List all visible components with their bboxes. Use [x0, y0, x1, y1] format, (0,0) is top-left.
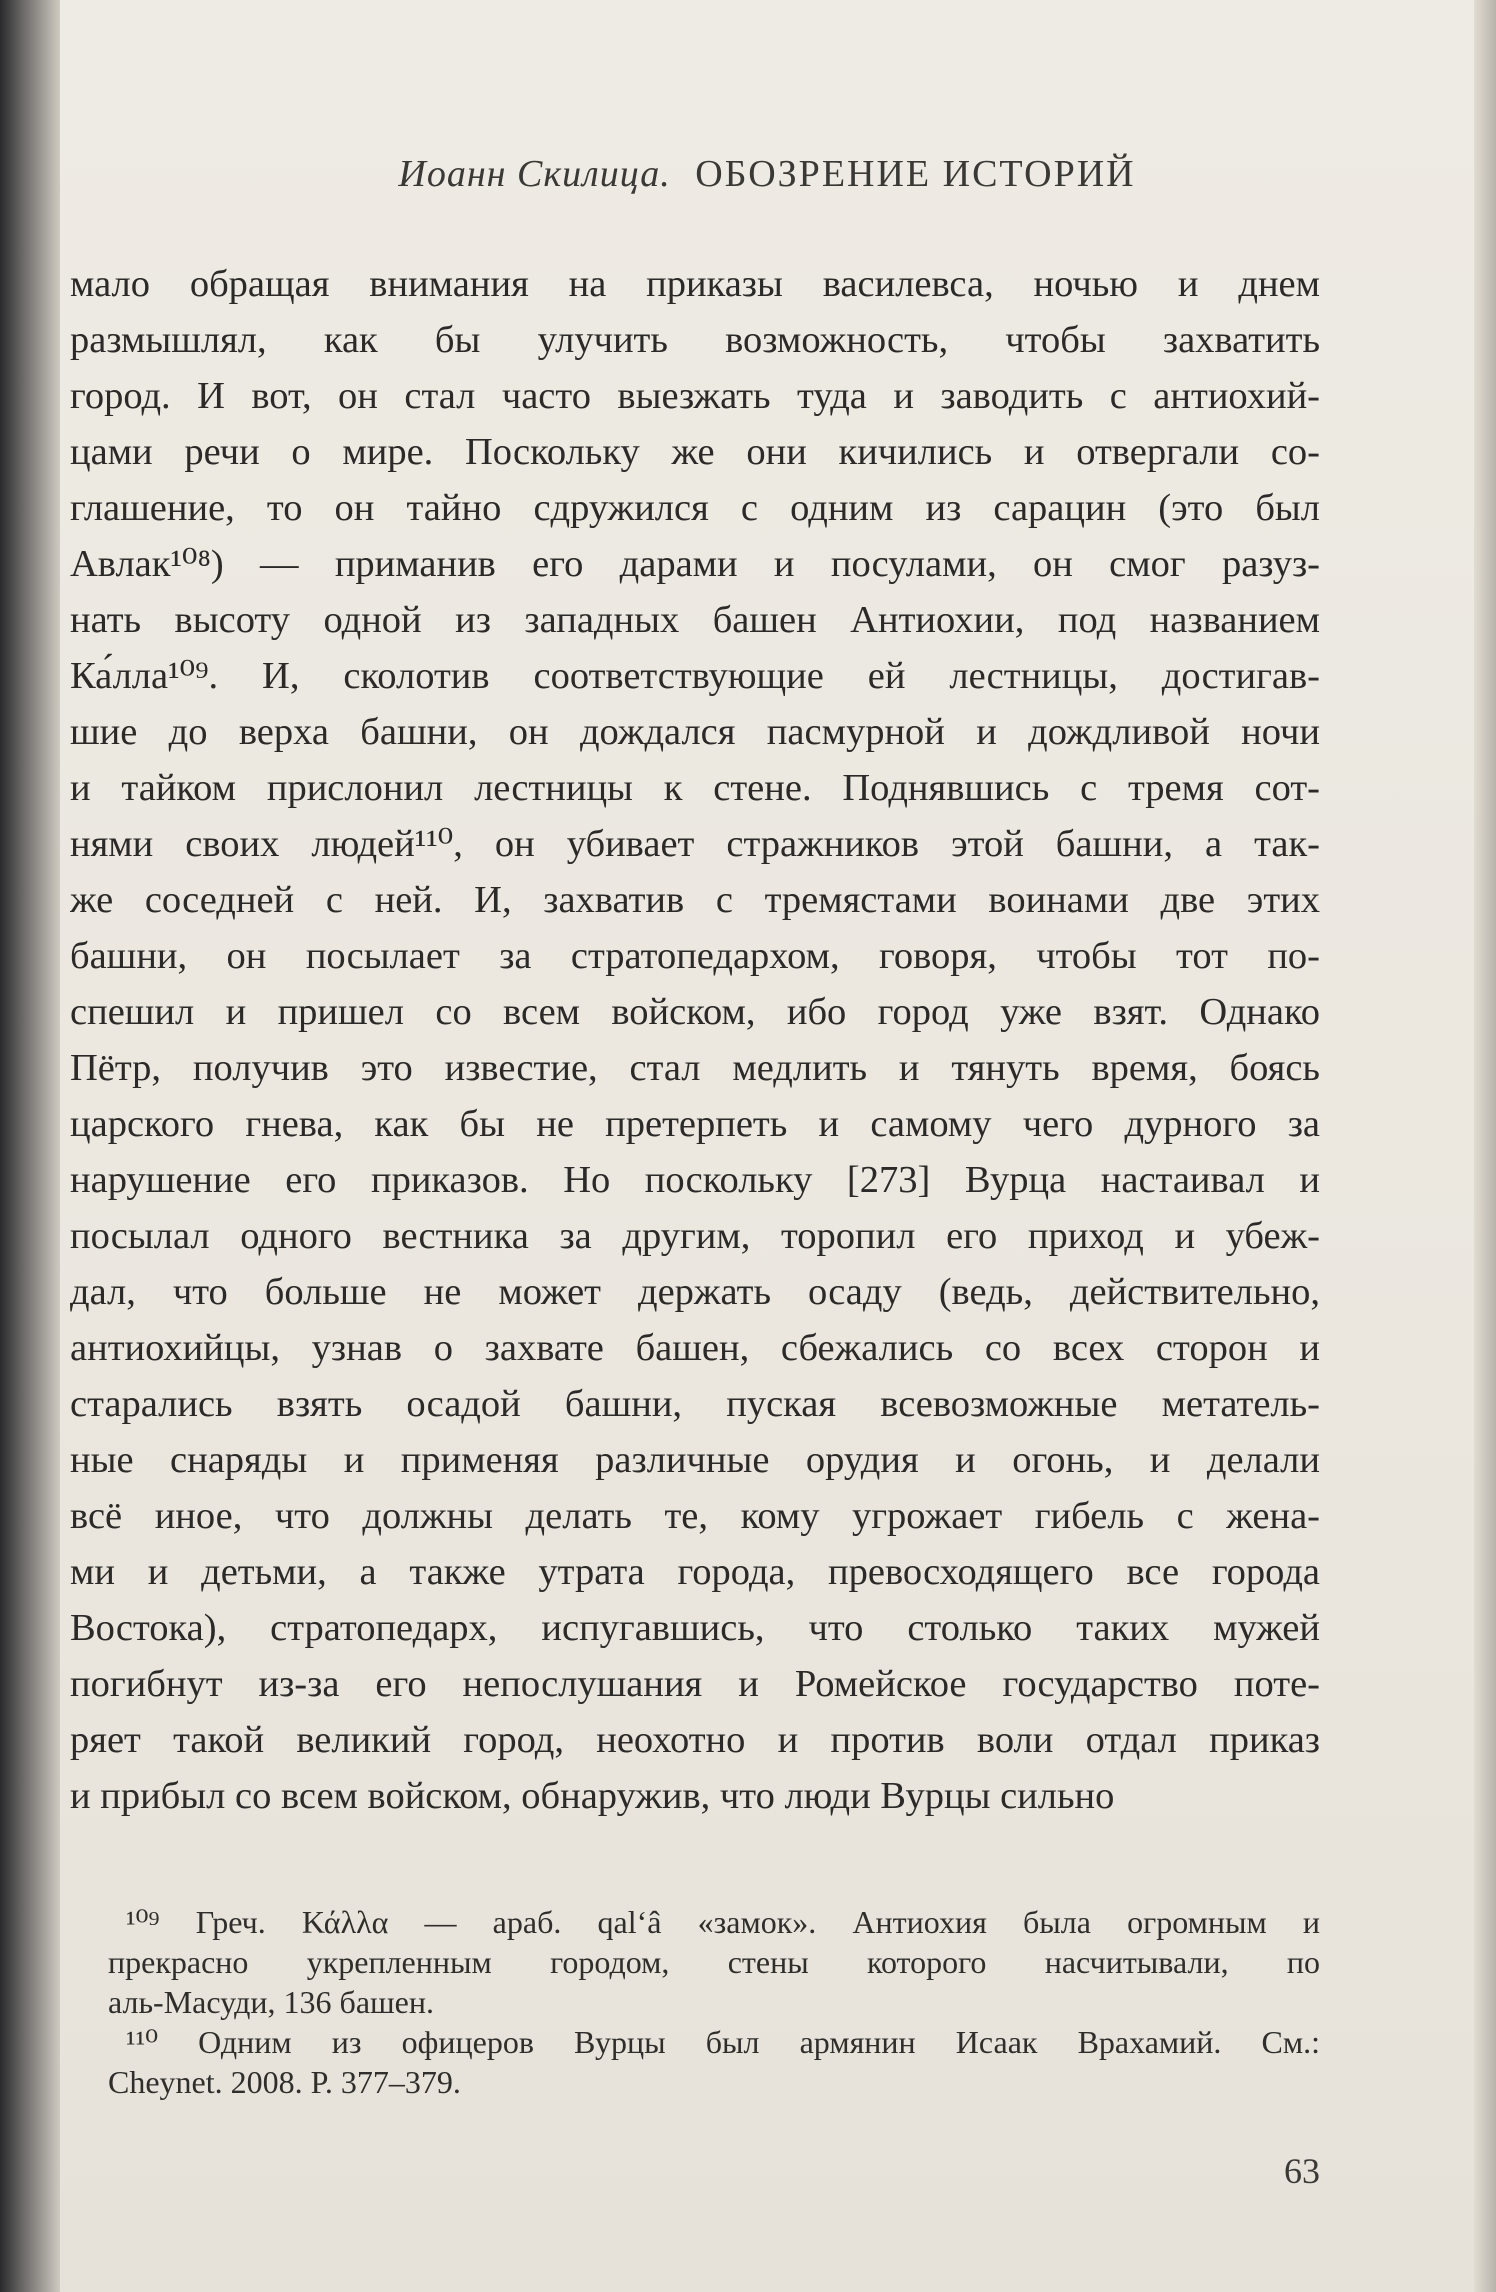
footnote-109-line: прекрасно укрепленным городом, стены которого насчитывали, по: [108, 1944, 1320, 1980]
text-line: Востока), стратопедарх, испугавшись, что столько таких мужей: [70, 1607, 1320, 1649]
text-line: глашение, то он тайно сдружился с одним из сарацин (это был: [70, 487, 1320, 529]
text-line: Авлак¹⁰⁸) — приманив его дарами и посулами, он смог разуз-: [70, 543, 1320, 585]
text-line: ми и детьми, а также утрата города, превосходящего все города: [70, 1551, 1320, 1593]
text-line: нать высоту одной из западных башен Антиохии, под названием: [70, 599, 1320, 641]
text-line: Пётр, получив это известие, стал медлить и тянуть время, боясь: [70, 1047, 1320, 1089]
main-text: [70, 256, 1320, 1824]
text-line: же соседней с ней. И, захватив с тремястами воинами две этих: [70, 879, 1320, 921]
text-line: ные снаряды и применяя различные орудия и огонь, и делали: [70, 1439, 1320, 1481]
text-line: ряет такой великий город, неохотно и против воли отдал приказ: [70, 1719, 1320, 1761]
text-line: Ка́лла¹⁰⁹. И, сколотив соответствующие ей лестницы, достигав-: [70, 655, 1320, 697]
text-line: и прибыл со всем войском, обнаружив, что люди Вурцы сильно: [70, 1775, 1115, 1817]
text-line: старались взять осадой башни, пуская всевозможные метатель-: [70, 1383, 1320, 1425]
text-line: башни, он посылает за стратопедархом, говоря, чтобы тот по-: [70, 935, 1320, 977]
footnotes: [108, 1902, 1320, 2102]
book-page: [60, 0, 1474, 2292]
running-head-title: ОБОЗРЕНИЕ ИСТОРИЙ: [695, 153, 1136, 195]
text-line: и тайком прислонил лестницы к стене. Поднявшись с тремя сот-: [70, 767, 1320, 809]
text-line: погибнут из-за его непослушания и Ромейское государство поте-: [70, 1663, 1320, 1705]
text-line: шие до верха башни, он дождался пасмурной и дождливой ночи: [70, 711, 1320, 753]
text-line: всё иное, что должны делать те, кому угрожает гибель с жена-: [70, 1495, 1320, 1537]
text-line: нями своих людей¹¹⁰, он убивает стражников этой башни, а так-: [70, 823, 1320, 865]
footnote-110-line: ¹¹⁰ Одним из офицеров Вурцы был армянин Исаак Врахамий. См.:: [126, 2024, 1320, 2060]
text-line: цами речи о мире. Поскольку же они кичились и отвергали со-: [70, 431, 1320, 473]
text-line: дал, что больше не может держать осаду (ведь, действительно,: [70, 1271, 1320, 1313]
running-head-author: Иоанн Скилица.: [398, 153, 671, 195]
text-line: посылал одного вестника за другим, торопил его приход и убеж-: [70, 1215, 1320, 1257]
book-gutter-shadow: [0, 0, 60, 2292]
text-line: спешил и пришел со всем войском, ибо город уже взят. Однако: [70, 991, 1320, 1033]
page-edge-shadow: [1474, 0, 1496, 2292]
footnote-109-line: ¹⁰⁹ Греч. Κάλλα — араб. qal‘â «замок». Антиохия была огромным и: [126, 1904, 1320, 1940]
text-line: царского гнева, как бы не претерпеть и самому чего дурного за: [70, 1103, 1320, 1145]
text-line: размышлял, как бы улучить возможность, чтобы захватить: [70, 319, 1320, 361]
page-number: 63: [1284, 2151, 1320, 2191]
running-head: [60, 152, 1474, 196]
text-line: нарушение его приказов. Но поскольку [273] Вурца настаивал и: [70, 1159, 1320, 1201]
footnote-110-line: Cheynet. 2008. P. 377–379.: [108, 2064, 461, 2100]
footnote-109-line: аль-Масуди, 136 башен.: [108, 1984, 434, 2020]
text-line: мало обращая внимания на приказы василевса, ночью и днем: [70, 263, 1320, 305]
text-line: антиохийцы, узнав о захвате башен, сбежались со всех сторон и: [70, 1327, 1320, 1369]
text-line: город. И вот, он стал часто выезжать туда и заводить с антиохий-: [70, 375, 1320, 417]
